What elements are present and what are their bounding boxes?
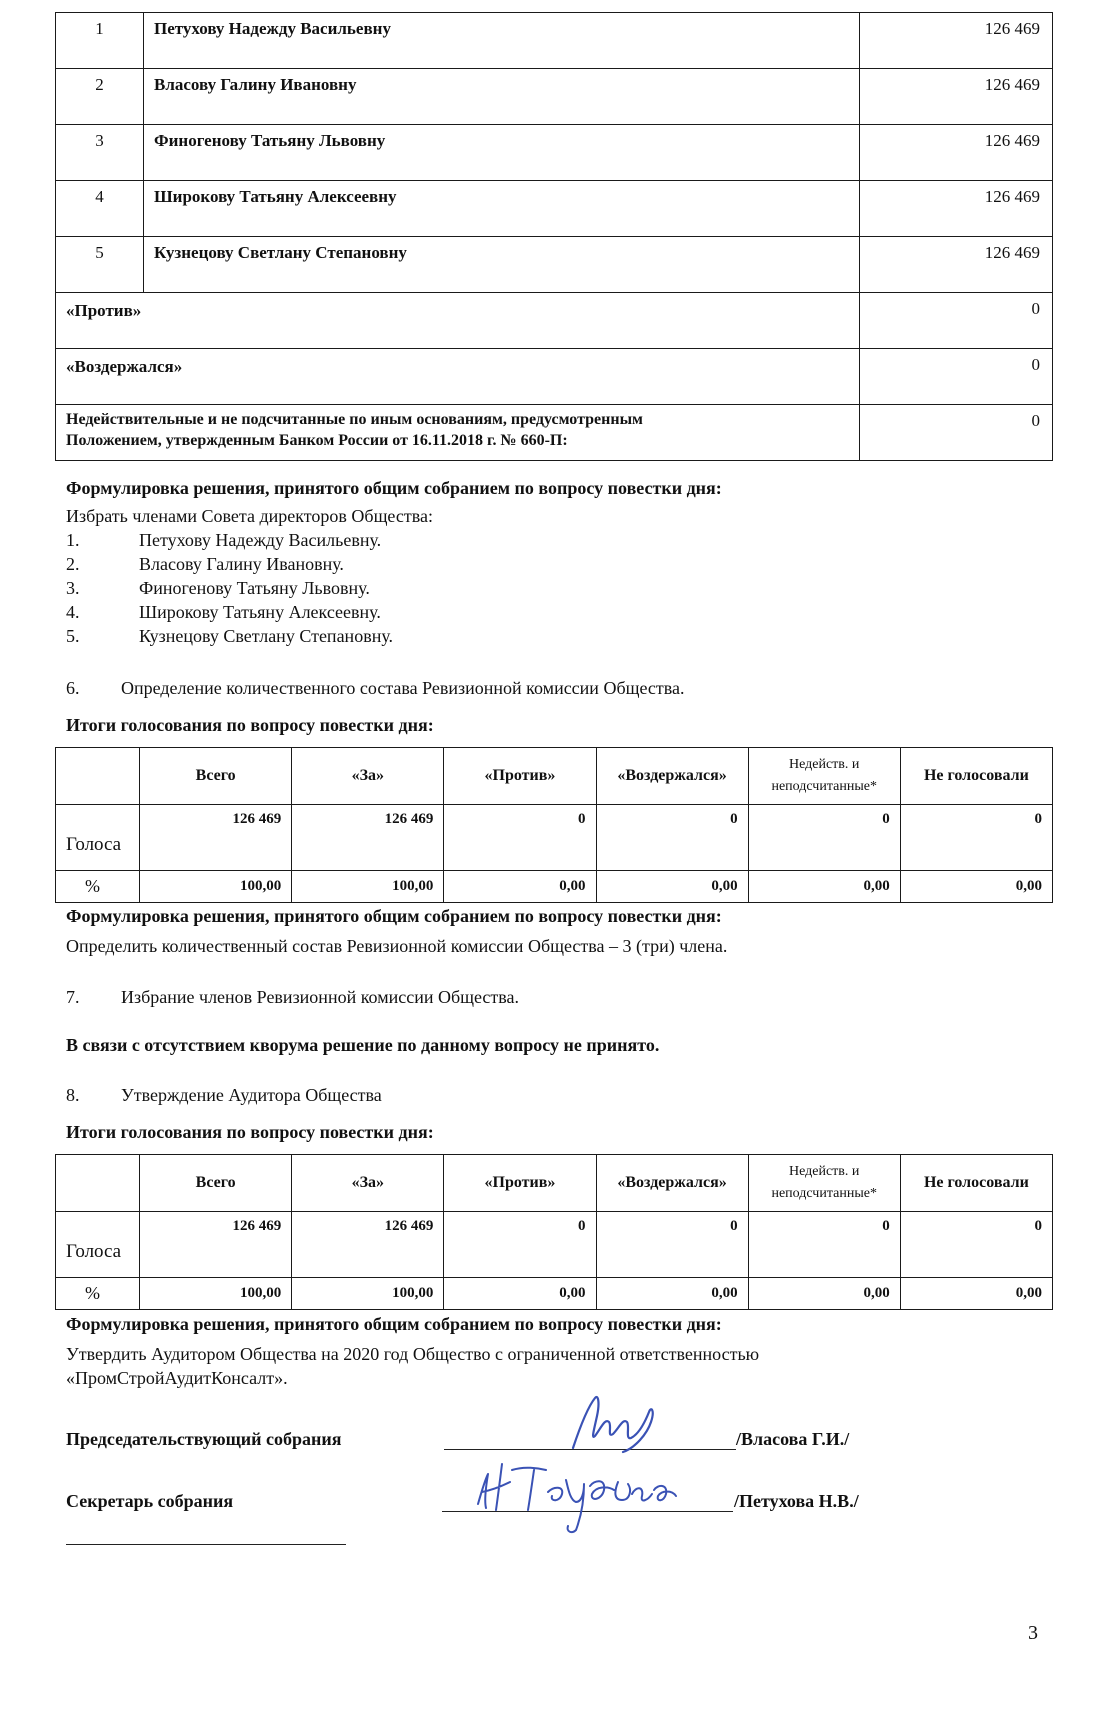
candidate-name: Финогенову Татьяну Львовну <box>144 125 860 181</box>
invalid-row <box>56 405 1053 461</box>
header-total: Всего <box>140 748 292 805</box>
against-row <box>56 293 1053 349</box>
page-number: 3 <box>1028 1622 1038 1644</box>
header-abstained: «Воздержался» <box>596 1155 748 1212</box>
percent-cell: 0,00 <box>748 1278 900 1310</box>
agenda-item-8 <box>0 1084 1093 1106</box>
percent-cell: 100,00 <box>292 871 444 903</box>
candidate-row <box>56 13 1053 69</box>
candidate-number: 3 <box>56 125 144 181</box>
votes-cell: 126 469 <box>140 805 292 871</box>
decision8-line2: «ПромСтройАудитКонсалт». <box>66 1368 288 1388</box>
list-item-number: 5. <box>66 626 80 646</box>
percent-cell: 100,00 <box>140 871 292 903</box>
votes-cell: 126 469 <box>292 805 444 871</box>
candidates-table <box>55 12 1053 461</box>
list-item-text: Финогенову Татьяну Львовну. <box>139 578 370 598</box>
agenda-item-6 <box>0 677 1093 699</box>
percent-row <box>56 871 1053 903</box>
candidate-name: Власову Галину Ивановну <box>144 69 860 125</box>
candidate-number: 1 <box>56 13 144 69</box>
votes-row-label: Голоса <box>56 805 140 871</box>
percent-cell: 0,00 <box>596 1278 748 1310</box>
votes-cell: 0 <box>748 1212 900 1278</box>
candidate-number: 4 <box>56 181 144 237</box>
list-item-number: 2. <box>66 554 80 574</box>
agenda-item-title: Определение количественного состава Ревизионной комиссии Общества. <box>121 678 685 698</box>
chair-name: /Власова Г.И./ <box>736 1429 850 1449</box>
decision-heading: Формулировка решения, принятого общим собранием по вопросу повестки дня: <box>66 906 722 926</box>
results-heading: Итоги голосования по вопросу повестки дня: <box>66 715 434 735</box>
against-label: «Против» <box>56 293 860 349</box>
votes-row-label: Голоса <box>56 1212 140 1278</box>
percent-row <box>56 1278 1053 1310</box>
percent-cell: 0,00 <box>596 871 748 903</box>
abstained-label: «Воздержался» <box>56 349 860 405</box>
candidate-number: 2 <box>56 69 144 125</box>
chair-signature <box>565 1388 675 1456</box>
candidate-row <box>56 69 1053 125</box>
votes-row <box>56 1212 1053 1278</box>
candidate-name: Петухову Надежду Васильевну <box>144 13 860 69</box>
invalid-label <box>56 405 860 461</box>
chair-label: Председательствующий собрания <box>66 1429 342 1449</box>
header-invalid: Недейств. и неподсчитанные* <box>748 748 900 805</box>
header-for: «За» <box>292 748 444 805</box>
list-item-text: Петухову Надежду Васильевну. <box>139 530 382 550</box>
percent-cell: 0,00 <box>900 1278 1052 1310</box>
list-item-number: 3. <box>66 578 80 598</box>
results-heading: Итоги голосования по вопросу повестки дня: <box>66 1122 434 1142</box>
agenda-item-number: 8. <box>66 1085 80 1105</box>
against-value: 0 <box>860 293 1053 349</box>
header-against: «Против» <box>444 748 596 805</box>
list-item <box>0 529 1093 551</box>
vote-table-header <box>56 748 1053 805</box>
percent-cell: 100,00 <box>140 1278 292 1310</box>
candidate-votes: 126 469 <box>860 69 1053 125</box>
secretary-signature <box>472 1456 712 1536</box>
vote-table-8 <box>55 1154 1053 1310</box>
agenda-item-number: 6. <box>66 678 80 698</box>
list-item-text: Широкову Татьяну Алексеевну. <box>139 602 381 622</box>
candidate-number: 5 <box>56 237 144 293</box>
percent-cell: 0,00 <box>444 871 596 903</box>
candidate-name: Кузнецову Светлану Степановну <box>144 237 860 293</box>
vote-table-header <box>56 1155 1053 1212</box>
no-quorum-notice: В связи с отсутствием кворума решение по данному вопросу не принято. <box>66 1035 660 1055</box>
decision6-text: Определить количественный состав Ревизионной комиссии Общества – 3 (три) члена. <box>66 936 728 956</box>
candidate-row <box>56 181 1053 237</box>
candidate-votes: 126 469 <box>860 181 1053 237</box>
votes-cell: 0 <box>900 1212 1052 1278</box>
vote-table-6 <box>55 747 1053 903</box>
header-invalid: Недейств. и неподсчитанные* <box>748 1155 900 1212</box>
agenda-item-title: Избрание членов Ревизионной комиссии Общества. <box>121 987 520 1007</box>
header-not-voted: Не голосовали <box>900 748 1052 805</box>
agenda-item-title: Утверждение Аудитора Общества <box>121 1085 382 1105</box>
votes-cell: 126 469 <box>292 1212 444 1278</box>
votes-row <box>56 805 1053 871</box>
candidate-row <box>56 125 1053 181</box>
header-abstained: «Воздержался» <box>596 748 748 805</box>
percent-row-label: % <box>56 1278 140 1310</box>
list-item <box>0 625 1093 647</box>
decision8-line1: Утвердить Аудитором Общества на 2020 год Общество с ограниченной ответственностью <box>66 1344 760 1364</box>
agenda-item-number: 7. <box>66 987 80 1007</box>
votes-cell: 0 <box>748 805 900 871</box>
votes-cell: 0 <box>444 1212 596 1278</box>
candidate-name: Широкову Татьяну Алексеевну <box>144 181 860 237</box>
list-item <box>0 577 1093 599</box>
invalid-label-line1: Недействительные и не подсчитанные по иным основаниям, предусмотренным <box>66 411 643 428</box>
header-for: «За» <box>292 1155 444 1212</box>
header-total: Всего <box>140 1155 292 1212</box>
percent-row-label: % <box>56 871 140 903</box>
percent-cell: 100,00 <box>292 1278 444 1310</box>
list-item-number: 1. <box>66 530 80 550</box>
candidate-votes: 126 469 <box>860 13 1053 69</box>
list-item-number: 4. <box>66 602 80 622</box>
percent-cell: 0,00 <box>444 1278 596 1310</box>
decision5-intro: Избрать членами Совета директоров Общества: <box>66 506 433 526</box>
votes-cell: 126 469 <box>140 1212 292 1278</box>
decision-heading: Формулировка решения, принятого общим собранием по вопросу повестки дня: <box>66 1314 722 1334</box>
percent-cell: 0,00 <box>748 871 900 903</box>
abstained-row <box>56 349 1053 405</box>
votes-cell: 0 <box>596 805 748 871</box>
header-not-voted: Не голосовали <box>900 1155 1052 1212</box>
header-against: «Против» <box>444 1155 596 1212</box>
list-item-text: Власову Галину Ивановну. <box>139 554 344 574</box>
abstained-value: 0 <box>860 349 1053 405</box>
agenda-item-7 <box>0 986 1093 1008</box>
list-item <box>0 553 1093 575</box>
candidate-votes: 126 469 <box>860 125 1053 181</box>
invalid-label-line2: Положением, утвержденным Банком России от 16.11.2018 г. № 660-П: <box>66 432 568 449</box>
votes-cell: 0 <box>596 1212 748 1278</box>
candidate-votes: 126 469 <box>860 237 1053 293</box>
blank-signature-line <box>66 1544 346 1545</box>
list-item <box>0 601 1093 623</box>
percent-cell: 0,00 <box>900 871 1052 903</box>
secretary-name: /Петухова Н.В./ <box>734 1491 859 1511</box>
list-item-text: Кузнецову Светлану Степановну. <box>139 626 394 646</box>
candidate-row <box>56 237 1053 293</box>
secretary-label: Секретарь собрания <box>66 1491 234 1511</box>
votes-cell: 0 <box>900 805 1052 871</box>
invalid-value: 0 <box>860 405 1053 461</box>
decision-heading: Формулировка решения, принятого общим собранием по вопросу повестки дня: <box>66 478 722 498</box>
votes-cell: 0 <box>444 805 596 871</box>
